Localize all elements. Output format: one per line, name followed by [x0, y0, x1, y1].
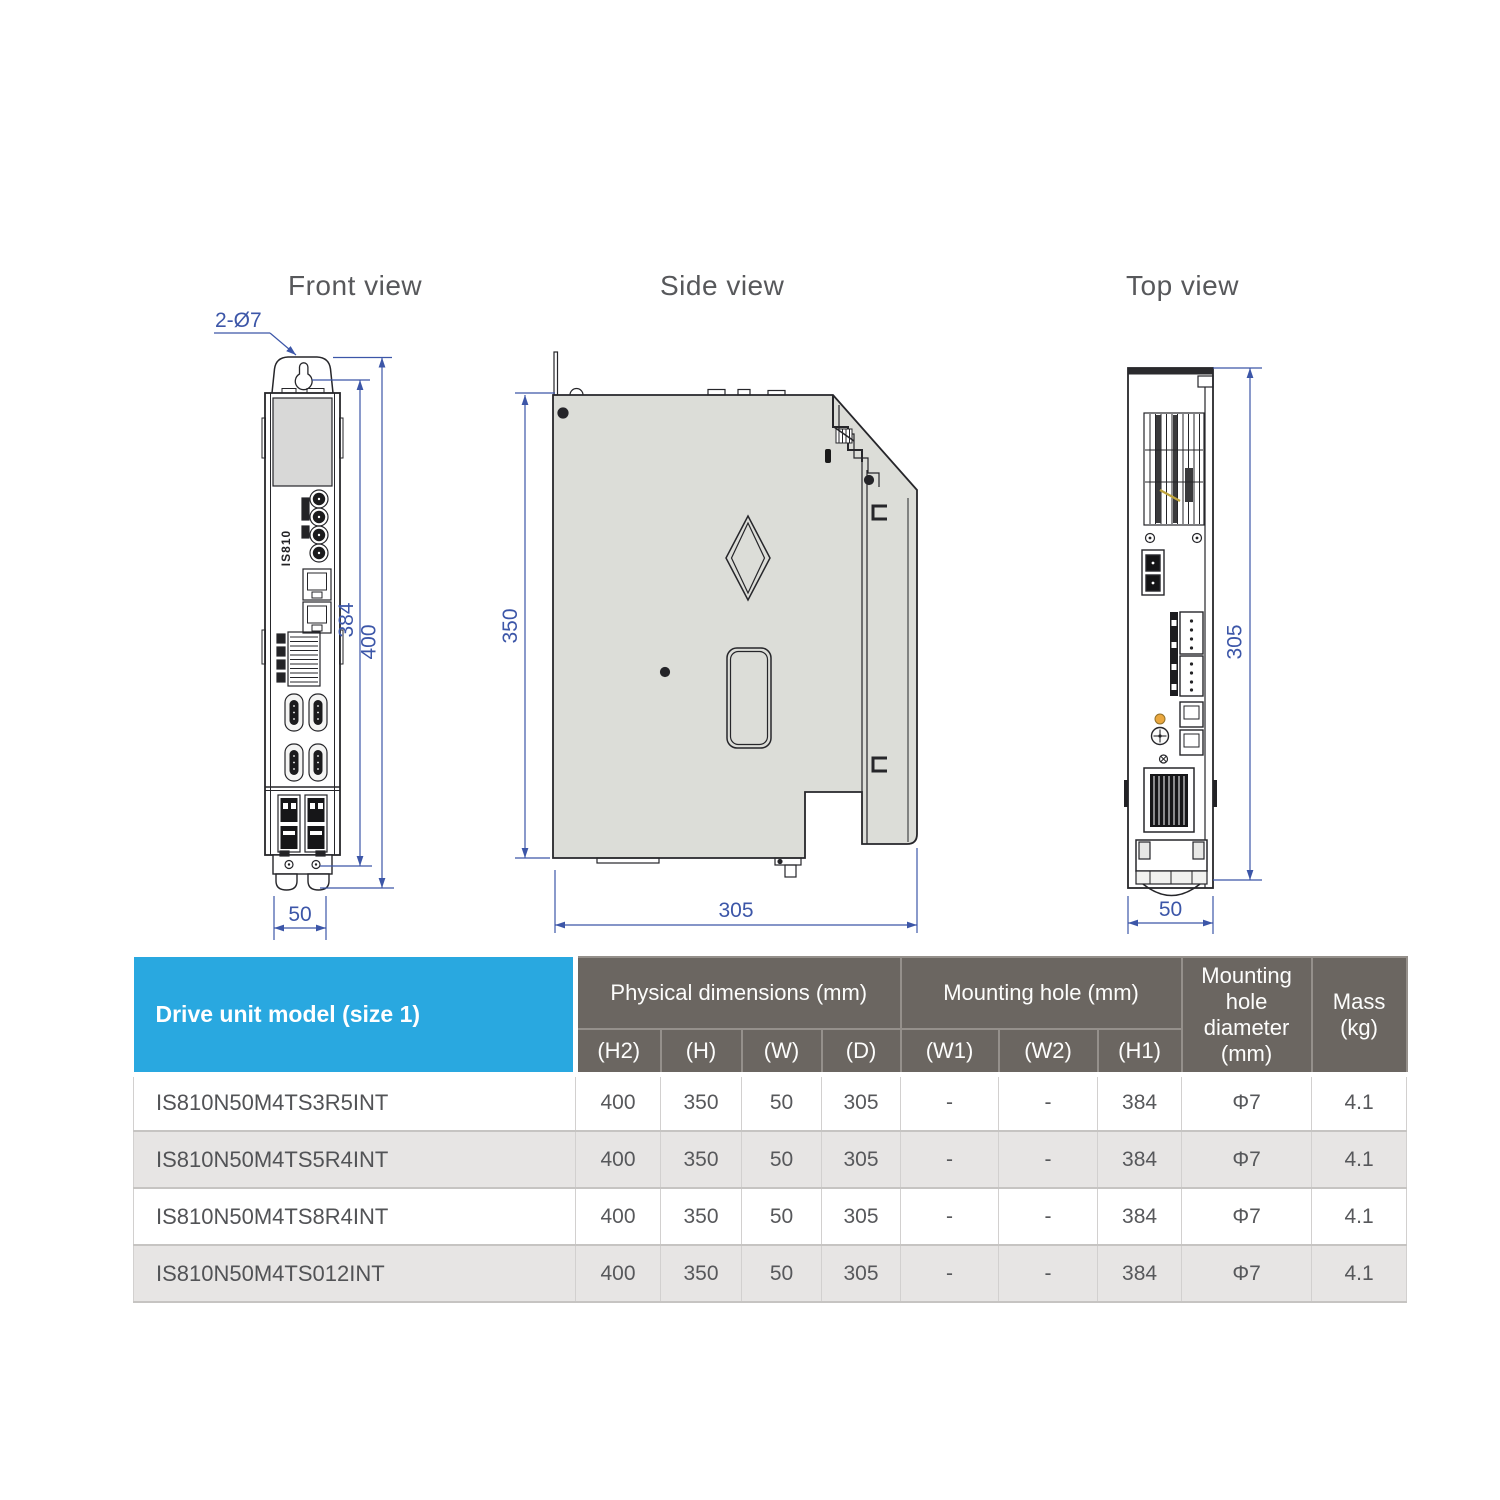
front-top-panel: [273, 398, 332, 486]
side-vent-icon: [834, 427, 854, 443]
cell-diameter: Φ7: [1182, 1245, 1312, 1302]
front-foot: [276, 874, 297, 890]
cell-w2: -: [999, 1074, 1098, 1131]
table-row: [134, 1188, 1407, 1245]
cell-d: 305: [822, 1074, 901, 1131]
spec-table: [133, 956, 1408, 1303]
cell-h1: 384: [1098, 1245, 1182, 1302]
cell-model: IS810N50M4TS8R4INT: [134, 1188, 576, 1245]
cell-model: IS810N50M4TS012INT: [134, 1245, 576, 1302]
top-device: [1124, 368, 1217, 896]
top-terminal-block: [1142, 550, 1164, 595]
cell-h1: 384: [1098, 1131, 1182, 1188]
cell-mass: 4.1: [1312, 1131, 1407, 1188]
side-view-title: Side view: [660, 270, 785, 301]
side-dim-height-label: 350: [499, 608, 522, 644]
cell-h2: 400: [576, 1245, 661, 1302]
top-heatsink-block: [1144, 768, 1194, 832]
cell-diameter: Φ7: [1182, 1074, 1312, 1131]
cell-w: 50: [742, 1188, 822, 1245]
cell-w1: -: [901, 1245, 999, 1302]
front-dim-width-label: 50: [288, 903, 312, 926]
top-dim-depth-label: 305: [1223, 624, 1247, 660]
top-indicator-orange: [1155, 714, 1165, 724]
cell-diameter: Φ7: [1182, 1188, 1312, 1245]
cell-mass: 4.1: [1312, 1074, 1407, 1131]
top-pin-headers: [1180, 612, 1203, 696]
col-header-w1: (W1): [901, 1029, 999, 1074]
cell-model: IS810N50M4TS5R4INT: [134, 1131, 576, 1188]
cell-h1: 384: [1098, 1188, 1182, 1245]
cell-w1: -: [901, 1131, 999, 1188]
front-view-drawing: [210, 300, 405, 950]
front-dim-h2-label: 400: [357, 624, 381, 660]
cell-w2: -: [999, 1245, 1098, 1302]
side-screw: [558, 408, 568, 418]
cell-h1: 384: [1098, 1074, 1182, 1131]
top-knob: [1152, 728, 1169, 745]
front-hole-callout: 2-Ø7: [215, 309, 262, 332]
side-screw: [865, 476, 874, 485]
front-view-title: Front view: [288, 270, 423, 301]
col-header-model: Drive unit model (size 1): [134, 957, 576, 1074]
cell-w2: -: [999, 1131, 1098, 1188]
cell-w: 50: [742, 1131, 822, 1188]
cell-h2: 400: [576, 1131, 661, 1188]
cell-w2: -: [999, 1188, 1098, 1245]
col-header-w: (W): [742, 1029, 822, 1074]
cell-h2: 400: [576, 1188, 661, 1245]
side-screw: [661, 668, 670, 677]
col-header-w2: (W2): [999, 1029, 1098, 1074]
cell-h: 350: [661, 1131, 742, 1188]
front-device-label: IS810: [279, 529, 293, 567]
table-row: [134, 1074, 1407, 1131]
top-view-title: Top view: [1126, 270, 1239, 301]
cell-w1: -: [901, 1074, 999, 1131]
cell-d: 305: [822, 1245, 901, 1302]
cell-h: 350: [661, 1188, 742, 1245]
cell-mass: 4.1: [1312, 1188, 1407, 1245]
cell-mass: 4.1: [1312, 1245, 1407, 1302]
col-header-mass: Mass (kg): [1312, 957, 1407, 1074]
cell-h: 350: [661, 1245, 742, 1302]
group-header-physical: Physical dimensions (mm): [576, 957, 901, 1029]
col-header-diameter: Mounting hole diameter (mm): [1182, 957, 1312, 1074]
table-row: [134, 1245, 1407, 1302]
front-base-plate: [273, 855, 332, 874]
cell-w1: -: [901, 1188, 999, 1245]
col-header-h2: (H2): [576, 1029, 661, 1074]
cell-h: 350: [661, 1074, 742, 1131]
table-row: [134, 1131, 1407, 1188]
cell-w: 50: [742, 1074, 822, 1131]
cell-diameter: Φ7: [1182, 1131, 1312, 1188]
col-header-d: (D): [822, 1029, 901, 1074]
col-header-h1: (H1): [1098, 1029, 1182, 1074]
top-view-drawing: [1110, 350, 1270, 950]
cell-d: 305: [822, 1131, 901, 1188]
side-view-drawing: [470, 330, 940, 960]
cell-d: 305: [822, 1188, 901, 1245]
group-header-mounting: Mounting hole (mm): [901, 957, 1182, 1029]
cell-h2: 400: [576, 1074, 661, 1131]
side-dim-depth-label: 305: [718, 899, 754, 922]
col-header-h: (H): [661, 1029, 742, 1074]
cell-w: 50: [742, 1245, 822, 1302]
top-dim-width-label: 50: [1158, 898, 1183, 921]
cell-model: IS810N50M4TS3R5INT: [134, 1074, 576, 1131]
front-dim-h1-label: 384: [335, 602, 358, 638]
